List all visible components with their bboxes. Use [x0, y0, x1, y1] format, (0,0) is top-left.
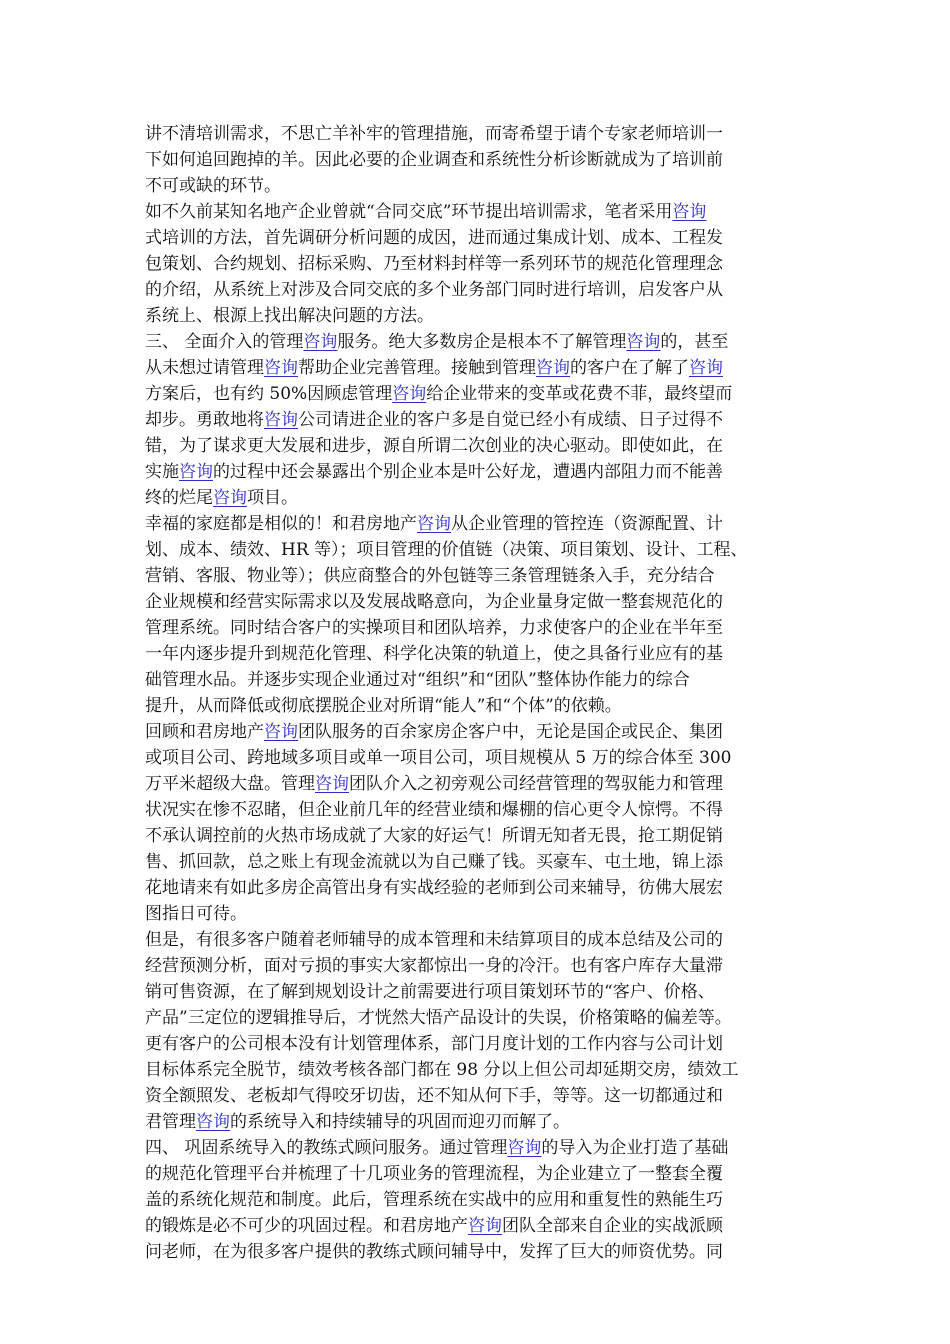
- text-line: [145, 199, 805, 225]
- text-run: 却步。勇敢地将: [145, 410, 264, 430]
- text-line: [145, 641, 805, 667]
- text-run: 础管理水品。并逐步实现企业通过对“组织”和“团队”整体协作能力的综合: [145, 670, 690, 690]
- text-run: 的过程中还会暴露出个别企业本是叶公好龙，遭遇内部阻力而不能善: [213, 462, 723, 482]
- text-run: 团队服务的百余家房企客户中，无论是国企或民企、集团: [298, 722, 723, 742]
- text-line: [145, 745, 805, 771]
- text-line: [145, 589, 805, 615]
- consulting-link[interactable]: 咨询: [672, 202, 707, 222]
- consulting-link[interactable]: 咨询: [179, 462, 213, 482]
- text-line: [145, 381, 805, 407]
- text-run: 目标体系完全脱节，绩效考核各部门都在 98 分以上但公司却延期交房，绩效工: [145, 1060, 739, 1080]
- paragraph-p2: [145, 199, 805, 329]
- text-line: [145, 927, 805, 953]
- text-run: 三、 全面介入的管理: [145, 332, 304, 352]
- text-run: 问老师，在为很多客户提供的教练式顾问辅导中，发挥了巨大的师资优势。同: [145, 1242, 723, 1262]
- text-run: 或项目公司、跨地域多项目或单一项目公司，项目规模从 5 万的综合体至 300: [145, 748, 732, 768]
- text-run: 系统上、根源上找出解决问题的方法。: [145, 306, 434, 326]
- text-run: 团队全部来自企业的实战派顾: [502, 1216, 723, 1236]
- text-line: [145, 1005, 805, 1031]
- text-line: [145, 693, 805, 719]
- text-line: [145, 615, 805, 641]
- paragraph-p4: [145, 511, 805, 719]
- text-line: [145, 797, 805, 823]
- text-run: 万平米超级大盘。管理: [145, 774, 315, 794]
- text-run: 幸福的家庭都是相似的！和君房地产: [145, 514, 417, 534]
- text-line: [145, 329, 805, 355]
- text-line: [145, 1031, 805, 1057]
- consulting-link[interactable]: 咨询: [507, 1138, 542, 1158]
- text-line: [145, 173, 805, 199]
- text-run: 销可售资源，在了解到规划设计之前需要进行项目策划环节的“客户、价格、: [145, 982, 715, 1002]
- text-run: 的，甚至: [660, 332, 729, 352]
- text-line: [145, 849, 805, 875]
- text-run: 回顾和君房地产: [145, 722, 264, 742]
- text-run: 从企业管理的管控连（资源配置、计: [451, 514, 723, 534]
- text-run: 君管理: [145, 1112, 196, 1132]
- consulting-link[interactable]: 咨询: [536, 358, 570, 378]
- text-run: 资全额照发、老板却气得咬牙切齿，还不知从何下手，等等。这一切都通过和: [145, 1086, 723, 1106]
- text-line: [145, 225, 805, 251]
- text-line: [145, 901, 805, 927]
- text-run: 更有客户的公司根本没有计划管理体系，部门月度计划的工作内容与公司计划: [145, 1034, 723, 1054]
- consulting-link[interactable]: 咨询: [264, 410, 298, 430]
- text-line: [145, 875, 805, 901]
- text-run: 四、 巩固系统导入的教练式顾问服务。通过管理: [145, 1138, 508, 1158]
- text-line: [145, 563, 805, 589]
- text-line: [145, 1239, 805, 1265]
- text-run: 划、成本、绩效、HR 等）；项目管理的价值链（决策、项目策划、设计、工程、: [145, 540, 748, 560]
- text-run: 公司请进企业的客户多是自觉已经小有成绩、日子过得不: [298, 410, 723, 430]
- text-run: 图指日可待。: [145, 904, 247, 924]
- text-line: [145, 407, 805, 433]
- text-line: [145, 719, 805, 745]
- paragraph-p6: [145, 927, 805, 1135]
- text-run: 方案后，也有约 50%因顾虑管理: [145, 384, 393, 404]
- text-line: [145, 1213, 805, 1239]
- text-line: [145, 485, 805, 511]
- paragraph-p1: [145, 121, 805, 199]
- text-line: [145, 979, 805, 1005]
- text-run: 的规范化管理平台并梳理了十几项业务的管理流程，为企业建立了一整套全覆: [145, 1164, 723, 1184]
- text-run: 讲不清培训需求，不思亡羊补牢的管理措施，而寄希望于请个专家老师培训一: [145, 124, 723, 144]
- text-line: [145, 1135, 805, 1161]
- text-run: 如不久前某知名地产企业曾就“合同交底”环节提出培训需求，笔者采用: [145, 202, 673, 222]
- text-run: 包策划、合约规划、招标采购、乃至材料封样等一系列环节的规范化管理理念: [145, 254, 723, 274]
- text-run: 经营预测分析，面对亏损的事实大家都惊出一身的冷汗。也有客户库存大量滞: [145, 956, 723, 976]
- text-line: [145, 121, 805, 147]
- text-run: 营销、客服、物业等）；供应商整合的外包链等三条管理链条入手，充分结合: [145, 566, 715, 586]
- consulting-link[interactable]: 咨询: [196, 1112, 230, 1132]
- text-run: 错，为了谋求更大发展和进步，源自所谓二次创业的决心驱动。即使如此，在: [145, 436, 723, 456]
- text-line: [145, 1161, 805, 1187]
- text-line: [145, 771, 805, 797]
- text-run: 终的烂尾: [145, 488, 213, 508]
- document-body: [145, 121, 805, 1265]
- text-run: 提升，从而降低或彻底摆脱企业对所谓“能人”和“个体”的依赖。: [145, 696, 622, 716]
- text-line: [145, 459, 805, 485]
- text-run: 团队介入之初旁观公司经营管理的驾驭能力和管理: [349, 774, 723, 794]
- text-line: [145, 147, 805, 173]
- text-run: 的系统导入和持续辅导的巩固而迎刃而解了。: [230, 1112, 570, 1132]
- text-run: 的介绍，从系统上对涉及合同交底的多个业务部门同时进行培训，启发客户从: [145, 280, 723, 300]
- text-run: 实施: [145, 462, 179, 482]
- consulting-link[interactable]: 咨询: [315, 774, 349, 794]
- text-run: 盖的系统化规范和制度。此后，管理系统在实战中的应用和重复性的熟能生巧: [145, 1190, 723, 1210]
- consulting-link[interactable]: 咨询: [264, 358, 298, 378]
- text-run: 的客户在了解了: [570, 358, 689, 378]
- text-run: 不承认调控前的火热市场成就了大家的好运气！所谓无知者无畏，抢工期促销: [145, 826, 723, 846]
- text-run: 不可或缺的环节。: [145, 176, 281, 196]
- consulting-link[interactable]: 咨询: [626, 332, 661, 352]
- text-run: 下如何追回跑掉的羊。因此必要的企业调查和系统性分析诊断就成为了培训前: [145, 150, 723, 170]
- text-run: 的导入为企业打造了基础: [541, 1138, 729, 1158]
- text-run: 企业规模和经营实际需求以及发展战略意向，为企业量身定做一整套规范化的: [145, 592, 723, 612]
- text-line: [145, 953, 805, 979]
- consulting-link[interactable]: 咨询: [689, 358, 723, 378]
- consulting-link[interactable]: 咨询: [468, 1216, 502, 1236]
- text-line: [145, 1083, 805, 1109]
- text-run: 管理系统。同时结合客户的实操项目和团队培养，力求使客户的企业在半年至: [145, 618, 723, 638]
- text-run: 一年内逐步提升到规范化管理、科学化决策的轨道上，使之具备行业应有的基: [145, 644, 723, 664]
- text-run: 但是，有很多客户随着老师辅导的成本管理和未结算项目的成本总结及公司的: [145, 930, 723, 950]
- consulting-link[interactable]: 咨询: [213, 488, 247, 508]
- text-run: 帮助企业完善管理。接触到管理: [298, 358, 536, 378]
- text-line: [145, 1187, 805, 1213]
- text-line: [145, 511, 805, 537]
- text-line: [145, 251, 805, 277]
- text-line: [145, 1109, 805, 1135]
- text-line: [145, 355, 805, 381]
- paragraph-p3: [145, 329, 805, 511]
- paragraph-p7: [145, 1135, 805, 1265]
- text-run: 售、抓回款，总之账上有现金流就以为自己赚了钱。买豪车、屯土地，锦上添: [145, 852, 723, 872]
- consulting-link[interactable]: 咨询: [392, 384, 427, 404]
- text-line: [145, 1057, 805, 1083]
- text-run: 产品”三定位的逻辑推导后，才恍然大悟产品设计的失误，价格策略的偏差等。: [145, 1008, 732, 1028]
- consulting-link[interactable]: 咨询: [417, 514, 451, 534]
- text-run: 项目。: [247, 488, 298, 508]
- consulting-link[interactable]: 咨询: [303, 332, 338, 352]
- text-line: [145, 277, 805, 303]
- text-line: [145, 667, 805, 693]
- text-line: [145, 433, 805, 459]
- text-line: [145, 537, 805, 563]
- text-run: 状况实在惨不忍睹，但企业前几年的经营业绩和爆棚的信心更令人惊愕。不得: [145, 800, 723, 820]
- text-run: 服务。绝大多数房企是根本不了解管理: [337, 332, 627, 352]
- text-run: 从未想过请管理: [145, 358, 264, 378]
- text-run: 的锻炼是必不可少的巩固过程。和君房地产: [145, 1216, 468, 1236]
- text-run: 给企业带来的变革或花费不菲，最终望而: [426, 384, 733, 404]
- text-line: [145, 303, 805, 329]
- text-run: 式培训的方法，首先调研分析问题的成因，进而通过集成计划、成本、工程发: [145, 228, 723, 248]
- paragraph-p5: [145, 719, 805, 927]
- text-run: 花地请来有如此多房企高管出身有实战经验的老师到公司来辅导，彷佛大展宏: [145, 878, 723, 898]
- consulting-link[interactable]: 咨询: [264, 722, 298, 742]
- text-line: [145, 823, 805, 849]
